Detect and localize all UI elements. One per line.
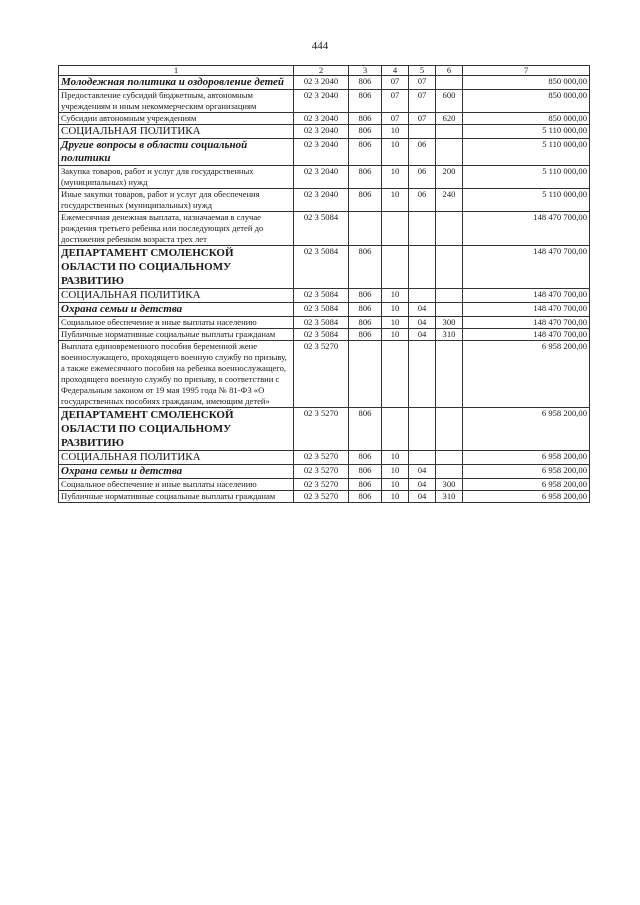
code-cell: 02 3 5084 bbox=[294, 317, 349, 329]
col3-cell: 806 bbox=[349, 76, 382, 90]
code-cell: 02 3 2040 bbox=[294, 76, 349, 90]
col6-cell bbox=[436, 139, 463, 166]
col3-cell: 806 bbox=[349, 408, 382, 451]
col3-cell: 806 bbox=[349, 90, 382, 113]
code-cell: 02 3 5084 bbox=[294, 289, 349, 303]
col5-cell: 07 bbox=[409, 76, 436, 90]
col5-cell: 07 bbox=[409, 90, 436, 113]
amount-cell: 5 110 000,00 bbox=[463, 166, 590, 189]
col5-cell bbox=[409, 408, 436, 451]
table-row bbox=[59, 317, 590, 329]
name-cell: Охрана семьи и детства bbox=[59, 465, 294, 479]
code-cell: 02 3 5084 bbox=[294, 246, 349, 289]
code-cell: 02 3 2040 bbox=[294, 113, 349, 125]
col4-cell: 10 bbox=[382, 166, 409, 189]
col5-cell: 07 bbox=[409, 113, 436, 125]
budget-table bbox=[58, 65, 590, 503]
header-cell-code: 2 bbox=[294, 66, 349, 76]
col3-cell: 806 bbox=[349, 189, 382, 212]
col5-cell: 04 bbox=[409, 479, 436, 491]
col5-cell: 06 bbox=[409, 139, 436, 166]
code-cell: 02 3 2040 bbox=[294, 166, 349, 189]
name-cell: Субсидии автономным учреждениям bbox=[59, 113, 294, 125]
name-cell: Публичные нормативные социальные выплаты гражданам bbox=[59, 329, 294, 341]
page-number: 444 bbox=[311, 40, 329, 52]
col3-cell: 806 bbox=[349, 289, 382, 303]
name-cell: ДЕПАРТАМЕНТ СМОЛЕНСКОЙ ОБЛАСТИ ПО СОЦИАЛЬНОМУ РАЗВИТИЮ bbox=[59, 408, 294, 451]
amount-cell: 5 110 000,00 bbox=[463, 139, 590, 166]
col4-cell bbox=[382, 212, 409, 246]
col4-cell: 10 bbox=[382, 329, 409, 341]
table-row bbox=[59, 479, 590, 491]
col3-cell bbox=[349, 212, 382, 246]
col6-cell bbox=[436, 125, 463, 139]
code-cell: 02 3 5084 bbox=[294, 212, 349, 246]
col6-cell: 620 bbox=[436, 113, 463, 125]
amount-cell: 148 470 700,00 bbox=[463, 329, 590, 341]
col6-cell bbox=[436, 465, 463, 479]
code-cell: 02 3 2040 bbox=[294, 139, 349, 166]
header-row bbox=[59, 66, 590, 76]
col4-cell: 10 bbox=[382, 289, 409, 303]
name-cell: Выплата единовременного пособия беременной жене военнослужащего, проходящего военную службу по призыву, а также ежемесячного пособия на ребенка военнослужащего, проходящего военную службу по призыву, в соответствии с Федеральным законом от 19 мая 1995 года № 81-ФЗ «О государственных пособиях гражданам, имеющим детей» bbox=[59, 341, 294, 408]
col4-cell: 07 bbox=[382, 90, 409, 113]
col6-cell: 600 bbox=[436, 90, 463, 113]
col5-cell bbox=[409, 451, 436, 465]
name-cell: Другие вопросы в области социальной политики bbox=[59, 139, 294, 166]
code-cell: 02 3 5270 bbox=[294, 408, 349, 451]
col3-cell: 806 bbox=[349, 491, 382, 503]
code-cell: 02 3 2040 bbox=[294, 189, 349, 212]
code-cell: 02 3 5270 bbox=[294, 341, 349, 408]
col5-cell: 04 bbox=[409, 317, 436, 329]
col5-cell: 06 bbox=[409, 166, 436, 189]
amount-cell: 148 470 700,00 bbox=[463, 246, 590, 289]
col6-cell bbox=[436, 341, 463, 408]
col5-cell: 04 bbox=[409, 465, 436, 479]
col6-cell bbox=[436, 76, 463, 90]
table-row bbox=[59, 465, 590, 479]
col3-cell: 806 bbox=[349, 329, 382, 341]
table-row bbox=[59, 212, 590, 246]
amount-cell: 148 470 700,00 bbox=[463, 212, 590, 246]
code-cell: 02 3 5270 bbox=[294, 491, 349, 503]
name-cell: СОЦИАЛЬНАЯ ПОЛИТИКА bbox=[59, 125, 294, 139]
header-cell-3: 3 bbox=[349, 66, 382, 76]
code-cell: 02 3 2040 bbox=[294, 125, 349, 139]
col6-cell: 300 bbox=[436, 479, 463, 491]
col6-cell bbox=[436, 246, 463, 289]
col5-cell bbox=[409, 246, 436, 289]
amount-cell: 850 000,00 bbox=[463, 90, 590, 113]
col6-cell: 310 bbox=[436, 491, 463, 503]
col4-cell: 07 bbox=[382, 113, 409, 125]
table-body bbox=[59, 66, 590, 503]
col6-cell bbox=[436, 408, 463, 451]
col6-cell bbox=[436, 451, 463, 465]
name-cell: Охрана семьи и детства bbox=[59, 303, 294, 317]
table-row bbox=[59, 166, 590, 189]
amount-cell: 6 958 200,00 bbox=[463, 465, 590, 479]
col6-cell bbox=[436, 289, 463, 303]
table-row bbox=[59, 451, 590, 465]
code-cell: 02 3 2040 bbox=[294, 90, 349, 113]
col6-cell bbox=[436, 303, 463, 317]
amount-cell: 6 958 200,00 bbox=[463, 341, 590, 408]
name-cell: Закупка товаров, работ и услуг для государственных (муниципальных) нужд bbox=[59, 166, 294, 189]
col3-cell: 806 bbox=[349, 317, 382, 329]
col5-cell: 04 bbox=[409, 303, 436, 317]
table-row bbox=[59, 289, 590, 303]
header-cell-4: 4 bbox=[382, 66, 409, 76]
col5-cell bbox=[409, 212, 436, 246]
col6-cell bbox=[436, 212, 463, 246]
table-row bbox=[59, 246, 590, 289]
col4-cell: 10 bbox=[382, 139, 409, 166]
col3-cell: 806 bbox=[349, 451, 382, 465]
col6-cell: 240 bbox=[436, 189, 463, 212]
header-cell-name: 1 bbox=[59, 66, 294, 76]
name-cell: Социальное обеспечение и иные выплаты населению bbox=[59, 479, 294, 491]
table-row bbox=[59, 125, 590, 139]
table-row bbox=[59, 491, 590, 503]
col3-cell: 806 bbox=[349, 113, 382, 125]
col5-cell bbox=[409, 289, 436, 303]
col4-cell: 10 bbox=[382, 189, 409, 212]
col6-cell: 300 bbox=[436, 317, 463, 329]
header-cell-6: 6 bbox=[436, 66, 463, 76]
col3-cell: 806 bbox=[349, 465, 382, 479]
col3-cell: 806 bbox=[349, 479, 382, 491]
table-row bbox=[59, 329, 590, 341]
col3-cell: 806 bbox=[349, 246, 382, 289]
col6-cell: 310 bbox=[436, 329, 463, 341]
code-cell: 02 3 5270 bbox=[294, 451, 349, 465]
col3-cell bbox=[349, 341, 382, 408]
col4-cell: 10 bbox=[382, 479, 409, 491]
col4-cell: 10 bbox=[382, 303, 409, 317]
col4-cell: 10 bbox=[382, 125, 409, 139]
col4-cell bbox=[382, 246, 409, 289]
table-row bbox=[59, 76, 590, 90]
col4-cell: 10 bbox=[382, 317, 409, 329]
table-row bbox=[59, 90, 590, 113]
col4-cell: 10 bbox=[382, 465, 409, 479]
name-cell: Ежемесячная денежная выплата, назначаемая в случае рождения третьего ребенка или последующих детей до достижения ребенком возраста трех лет bbox=[59, 212, 294, 246]
amount-cell: 148 470 700,00 bbox=[463, 317, 590, 329]
col3-cell: 806 bbox=[349, 139, 382, 166]
name-cell: Молодежная политика и оздоровление детей bbox=[59, 76, 294, 90]
col4-cell bbox=[382, 341, 409, 408]
col5-cell bbox=[409, 125, 436, 139]
col4-cell bbox=[382, 408, 409, 451]
name-cell: Предоставление субсидий бюджетным, автономным учреждениям и иным некоммерческим организациям bbox=[59, 90, 294, 113]
col3-cell: 806 bbox=[349, 166, 382, 189]
amount-cell: 148 470 700,00 bbox=[463, 303, 590, 317]
table-row bbox=[59, 408, 590, 451]
amount-cell: 5 110 000,00 bbox=[463, 125, 590, 139]
name-cell: Социальное обеспечение и иные выплаты населению bbox=[59, 317, 294, 329]
name-cell: Иные закупки товаров, работ и услуг для обеспечения государственных (муниципальных) нужд bbox=[59, 189, 294, 212]
header-cell-5: 5 bbox=[409, 66, 436, 76]
code-cell: 02 3 5084 bbox=[294, 303, 349, 317]
col3-cell: 806 bbox=[349, 303, 382, 317]
amount-cell: 850 000,00 bbox=[463, 76, 590, 90]
amount-cell: 6 958 200,00 bbox=[463, 408, 590, 451]
code-cell: 02 3 5084 bbox=[294, 329, 349, 341]
col3-cell: 806 bbox=[349, 125, 382, 139]
col4-cell: 07 bbox=[382, 76, 409, 90]
table-row bbox=[59, 303, 590, 317]
table-row bbox=[59, 113, 590, 125]
amount-cell: 5 110 000,00 bbox=[463, 189, 590, 212]
col5-cell: 04 bbox=[409, 491, 436, 503]
name-cell: ДЕПАРТАМЕНТ СМОЛЕНСКОЙ ОБЛАСТИ ПО СОЦИАЛЬНОМУ РАЗВИТИЮ bbox=[59, 246, 294, 289]
name-cell: СОЦИАЛЬНАЯ ПОЛИТИКА bbox=[59, 289, 294, 303]
amount-cell: 850 000,00 bbox=[463, 113, 590, 125]
amount-cell: 148 470 700,00 bbox=[463, 289, 590, 303]
name-cell: СОЦИАЛЬНАЯ ПОЛИТИКА bbox=[59, 451, 294, 465]
amount-cell: 6 958 200,00 bbox=[463, 491, 590, 503]
col5-cell: 06 bbox=[409, 189, 436, 212]
amount-cell: 6 958 200,00 bbox=[463, 479, 590, 491]
code-cell: 02 3 5270 bbox=[294, 479, 349, 491]
amount-cell: 6 958 200,00 bbox=[463, 451, 590, 465]
col4-cell: 10 bbox=[382, 491, 409, 503]
col6-cell: 200 bbox=[436, 166, 463, 189]
header-cell-amount: 7 bbox=[463, 66, 590, 76]
table-row bbox=[59, 139, 590, 166]
code-cell: 02 3 5270 bbox=[294, 465, 349, 479]
col5-cell bbox=[409, 341, 436, 408]
col4-cell: 10 bbox=[382, 451, 409, 465]
table-row bbox=[59, 189, 590, 212]
col5-cell: 04 bbox=[409, 329, 436, 341]
name-cell: Публичные нормативные социальные выплаты гражданам bbox=[59, 491, 294, 503]
table-row bbox=[59, 341, 590, 408]
